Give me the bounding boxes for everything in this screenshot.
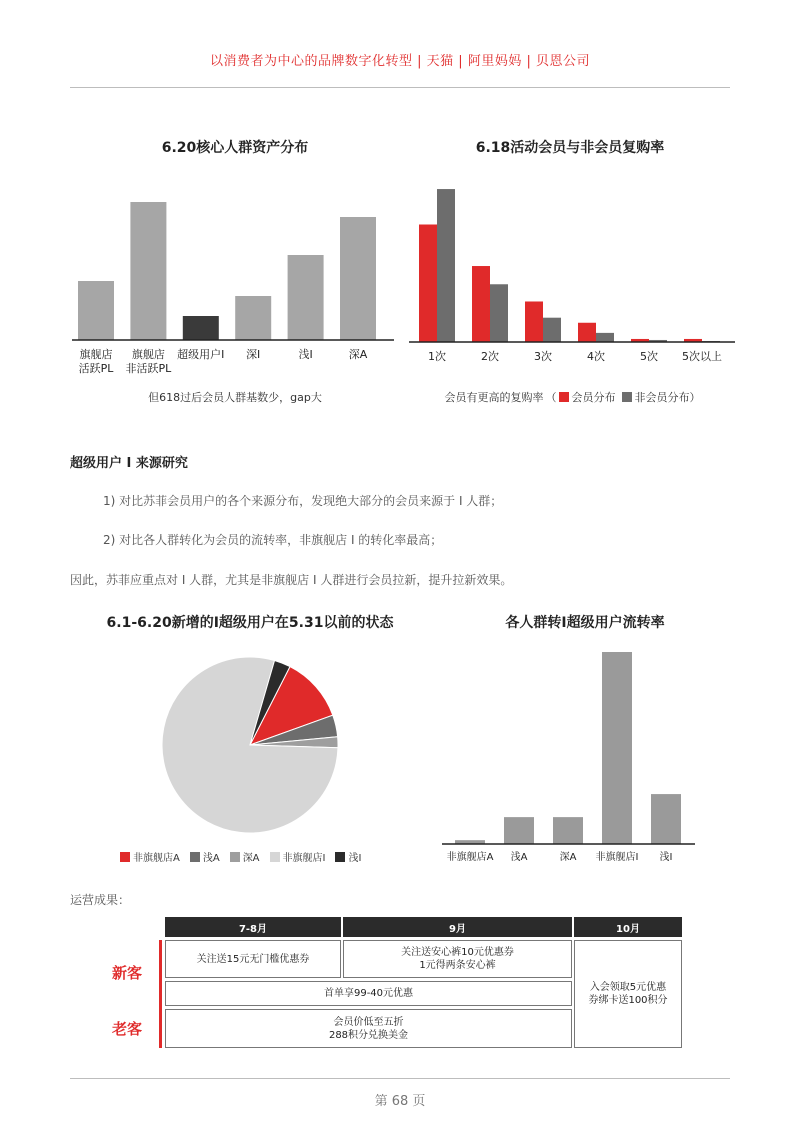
chart4-xlabel-4: 浅I (659, 852, 673, 863)
cell-follow-10-line1: 关注送安心裤10元优惠券 (401, 947, 514, 958)
legend-item-4 (335, 849, 361, 864)
legend-open-paren: （ (545, 391, 557, 404)
conclusion: 因此，苏菲应重点对 I 人群，尤其是非旗舰店 I 人群进行会员拉新，提升拉新效果。 (70, 573, 513, 587)
legend-item-0 (120, 849, 180, 864)
chart2-xlabel-0: 1次 (428, 350, 446, 363)
results-label: 运营成果： (70, 893, 131, 907)
chart4-svg (440, 645, 700, 865)
chart2-xlabel-1: 2次 (481, 350, 499, 363)
footer-divider (70, 1078, 730, 1079)
legend-label-0: 非旗舰店A (133, 853, 180, 864)
cell-member-line1: 会员价低至五折 (333, 1016, 404, 1028)
legend-swatch-2 (230, 852, 240, 862)
chart2-caption: 会员有更高的复购率 (444, 391, 544, 404)
chart1-xlabel-1-1: 非活跃PL (125, 362, 172, 375)
chart2-title: 6.18活动会员与非会员复购率 (475, 140, 665, 156)
legend-swatch-1 (190, 852, 200, 862)
point-2: 2) 对比各人群转化为会员的流转率，非旗舰店 I 的转化率最高； (103, 533, 443, 547)
chart4-title: 各人群转I超级用户流转率 (505, 615, 665, 631)
section-title: 超级用户 I 来源研究 (70, 456, 188, 471)
chart2-xlabel-3: 4次 (587, 350, 605, 363)
legend-swatch-3 (270, 852, 280, 862)
chart2-svg (405, 170, 740, 370)
chart4-xlabel-1: 浅A (510, 852, 528, 863)
chart4-xlabel-3: 非旗舰店I (595, 852, 639, 863)
report-header: 以消费者为中心的品牌数字化转型 | 天猫 | 阿里妈妈 | 贝恩公司 (210, 54, 590, 69)
cell-member-price (165, 1009, 572, 1048)
legend-swatch-0 (120, 852, 130, 862)
header-jul-aug: 7-8月 (165, 917, 341, 937)
chart1-xlabel-2-0: 超级用户I (177, 348, 225, 361)
chart2-caption-row (405, 389, 740, 405)
old-customer-label: 老客 (112, 1020, 143, 1038)
chart1-xlabel-0-1: 活跃PL (78, 362, 114, 375)
legend-swatch-4 (335, 852, 345, 862)
chart1-caption: 但618过后会员人群基数少，gap大 (148, 391, 322, 404)
cell-first-order: 首单享99-40元优惠 (165, 981, 572, 1006)
legend-close-paren: ） (689, 391, 701, 404)
chart2-bar-1-2 (543, 318, 561, 342)
header-divider (70, 87, 730, 88)
chart1-xlabel-0-0: 旗舰店 (79, 348, 113, 361)
legend-swatch-member (559, 392, 569, 402)
header-oct: 10月 (574, 917, 682, 937)
chart2-bar-1-3 (596, 333, 614, 342)
chart2-bar-1-0 (437, 189, 455, 342)
cell-october (574, 940, 682, 1048)
cell-october-line2: 券绑卡送100积分 (588, 995, 668, 1006)
legend-nonmember: 非会员分布 (634, 391, 690, 404)
chart2-bar-0-3 (578, 323, 596, 342)
chart1-bar-5 (340, 217, 376, 340)
legend-label-3: 非旗舰店I (282, 853, 326, 864)
chart2-xlabel-5: 5次以上 (682, 350, 722, 363)
cell-follow-10-line2: 1元得两条安心裤 (419, 960, 496, 971)
side-accent-bar (159, 940, 162, 1048)
chart1-xlabel-4-0: 浅I (298, 348, 313, 361)
chart4-xlabel-0: 非旗舰店A (446, 852, 494, 863)
chart3-legend (120, 849, 371, 864)
legend-label-1: 浅A (202, 853, 220, 864)
chart2-bar-0-1 (472, 266, 490, 342)
chart2-xlabel-2: 3次 (534, 350, 552, 363)
header-sep: 9月 (343, 917, 572, 937)
cell-october-line1: 入会领取5元优惠 (589, 982, 667, 993)
chart1-xlabel-1-0: 旗舰店 (131, 348, 165, 361)
chart4-bar-2 (553, 817, 583, 844)
chart1-xlabel-5-0: 深A (348, 348, 368, 361)
chart3-svg (150, 650, 350, 840)
chart4-bar-3 (602, 652, 632, 844)
chart1-bar-0 (78, 281, 114, 340)
chart4-bar-1 (504, 817, 534, 844)
cell-follow-10 (343, 940, 572, 978)
chart1-xlabel-3-0: 深I (246, 348, 261, 361)
chart2-bar-0-0 (419, 225, 437, 342)
legend-label-4: 浅I (348, 853, 362, 864)
legend-swatch-nonmember (622, 392, 632, 402)
cell-member-line2: 288积分兑换美金 (328, 1029, 409, 1041)
chart2-xlabel-4: 5次 (640, 350, 658, 363)
chart1-bar-4 (288, 255, 324, 340)
chart1-title: 6.20核心人群资产分布 (161, 140, 309, 156)
chart4-bar-4 (651, 794, 681, 844)
chart1-svg (68, 170, 398, 385)
chart2-bar-1-1 (490, 284, 508, 342)
legend-item-2 (230, 849, 260, 864)
chart1-bar-1 (130, 202, 166, 340)
new-customer-label: 新客 (112, 964, 143, 982)
chart1-bar-2 (183, 316, 219, 340)
chart4-xlabel-2: 深A (559, 852, 577, 863)
chart1-bar-3 (235, 296, 271, 340)
legend-item-3 (270, 849, 326, 864)
legend-item-1 (190, 849, 220, 864)
chart3-title: 6.1-6.20新增的I超级用户在5.31以前的状态 (106, 615, 394, 631)
point-1: 1) 对比苏菲会员用户的各个来源分布，发现绝大部分的会员来源于 I 人群； (103, 494, 503, 508)
chart2-bar-0-2 (525, 301, 543, 342)
cell-follow-15: 关注送15元无门槛优惠券 (165, 940, 341, 978)
page-number: 第 68 页 (374, 1094, 426, 1109)
legend-member: 会员分布 (571, 391, 616, 404)
legend-label-2: 深A (242, 853, 260, 864)
